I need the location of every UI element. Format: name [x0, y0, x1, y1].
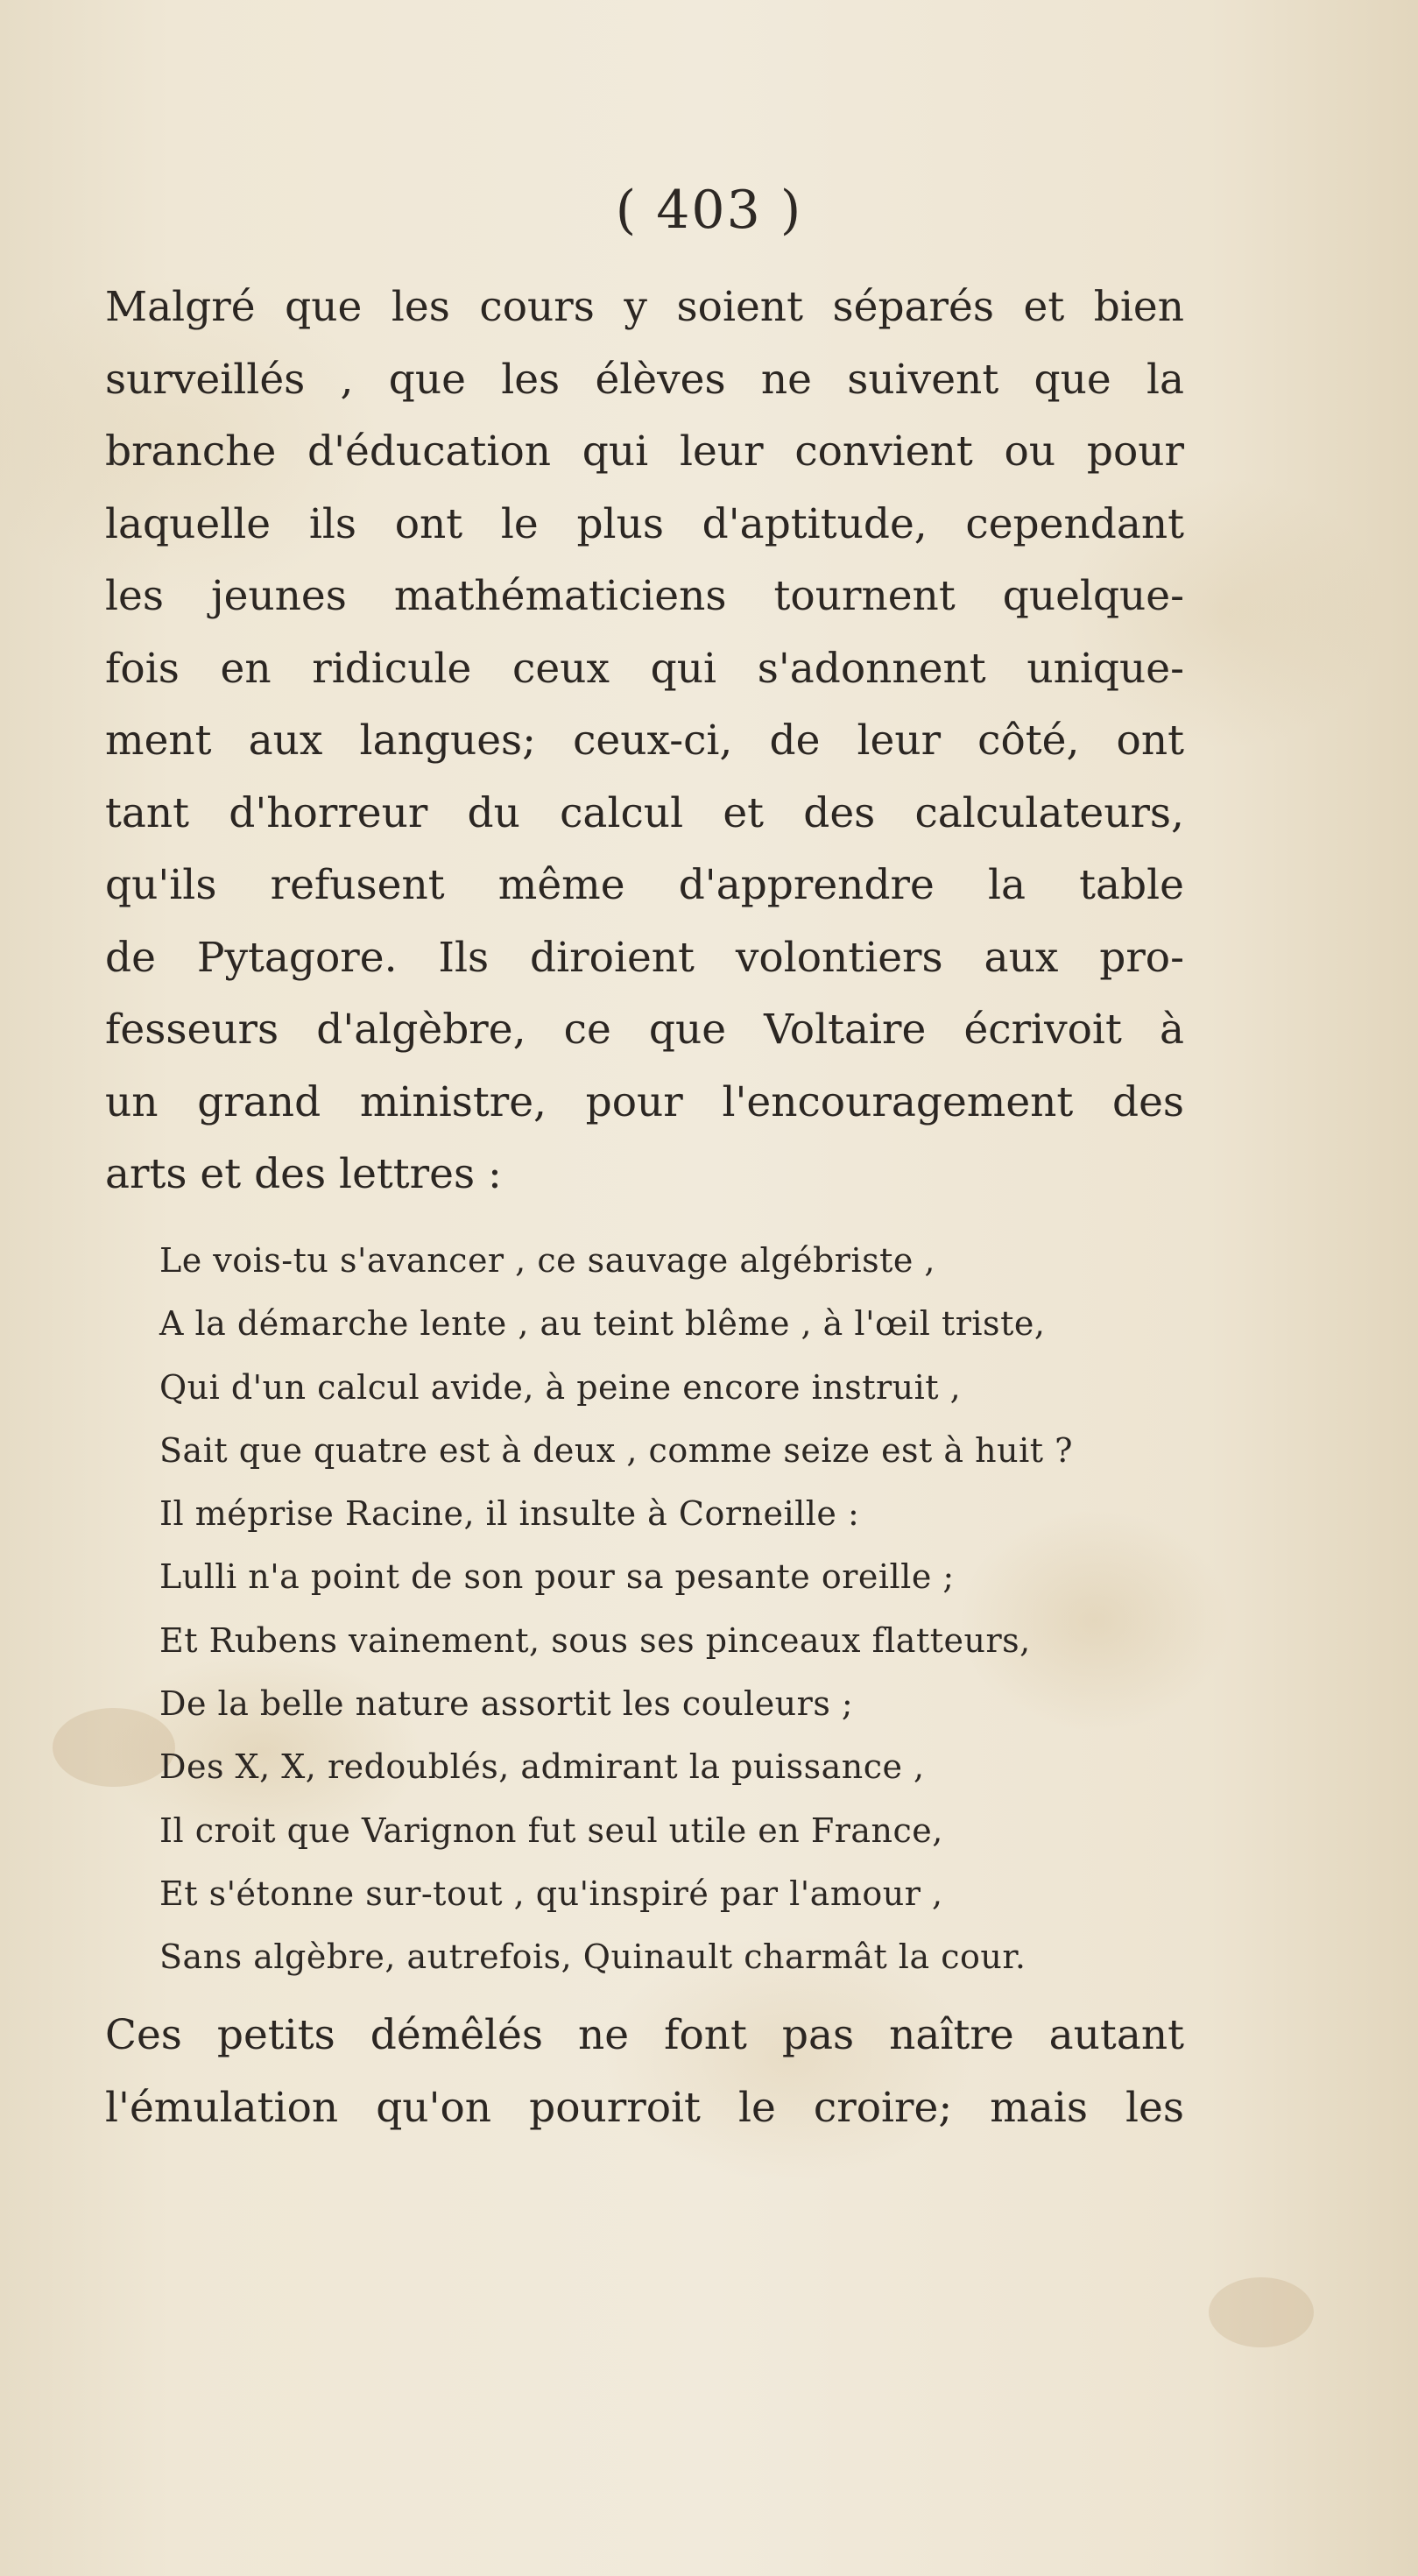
verse-line: Lulli n'a point de son pour sa pesante oreille ; [159, 1557, 955, 1597]
text-line: tant d'horreur du calcul et des calculateurs, [105, 788, 1184, 837]
text-line: branche d'éducation qui leur convient ou pour [105, 427, 1184, 476]
verse-line: Des X, X, redoublés, admirant la puissance , [159, 1747, 925, 1787]
verse-line: Le vois-tu s'avancer , ce sauvage algébriste , [159, 1241, 936, 1280]
text-line: l'émulation qu'on pourroit le croire; mais les [105, 2083, 1184, 2132]
text-line: un grand ministre, pour l'encouragement des [105, 1077, 1184, 1126]
text-line: qu'ils refusent même d'apprendre la table [105, 861, 1184, 909]
text-line: laquelle ils ont le plus d'aptitude, cependant [105, 499, 1184, 548]
text-line: Ces petits démêlés ne font pas naître autant [105, 2011, 1184, 2059]
paragraph-2 [105, 2000, 1184, 2144]
verse-quotation [159, 1229, 1184, 1989]
paper-stain [53, 1708, 175, 1787]
text-line: fois en ridicule ceux qui s'adonnent unique- [105, 644, 1184, 693]
verse-line: Il croit que Varignon fut seul utile en France, [159, 1810, 943, 1850]
verse-line: Sait que quatre est à deux , comme seize est à huit ? [159, 1430, 1073, 1470]
text-line: Malgré que les cours y soient séparés et bien [105, 283, 1184, 331]
text-line: ment aux langues; ceux-ci, de leur côté, ont [105, 716, 1184, 765]
page-number: ( 403 ) [615, 180, 803, 241]
text-line: les jeunes mathématiciens tournent quelque- [105, 572, 1184, 620]
verse-line: A la démarche lente , au teint blême , à l'œil triste, [159, 1304, 1046, 1344]
text-line: surveillés , que les élèves ne suivent que la [105, 355, 1184, 404]
verse-line: Qui d'un calcul avide, à peine encore instruit , [159, 1367, 962, 1407]
paragraph-1 [105, 272, 1184, 1211]
text-line: de Pytagore. Ils diroient volontiers aux pro- [105, 933, 1184, 982]
text-line: fesseurs d'algèbre, ce que Voltaire écrivoit à [105, 1006, 1184, 1054]
verse-line: De la belle nature assortit les couleurs ; [159, 1684, 854, 1724]
verse-line: Il méprise Racine, il insulte à Corneille : [159, 1494, 860, 1534]
paper-stain [1209, 2277, 1314, 2347]
text-line: arts et des lettres : [105, 1150, 502, 1198]
verse-line: Et Rubens vainement, sous ses pinceaux flatteurs, [159, 1620, 1031, 1660]
verse-line: Sans algèbre, autrefois, Quinault charmât la cour. [159, 1937, 1026, 1977]
verse-line: Et s'étonne sur-tout , qu'inspiré par l'amour , [159, 1874, 943, 1913]
